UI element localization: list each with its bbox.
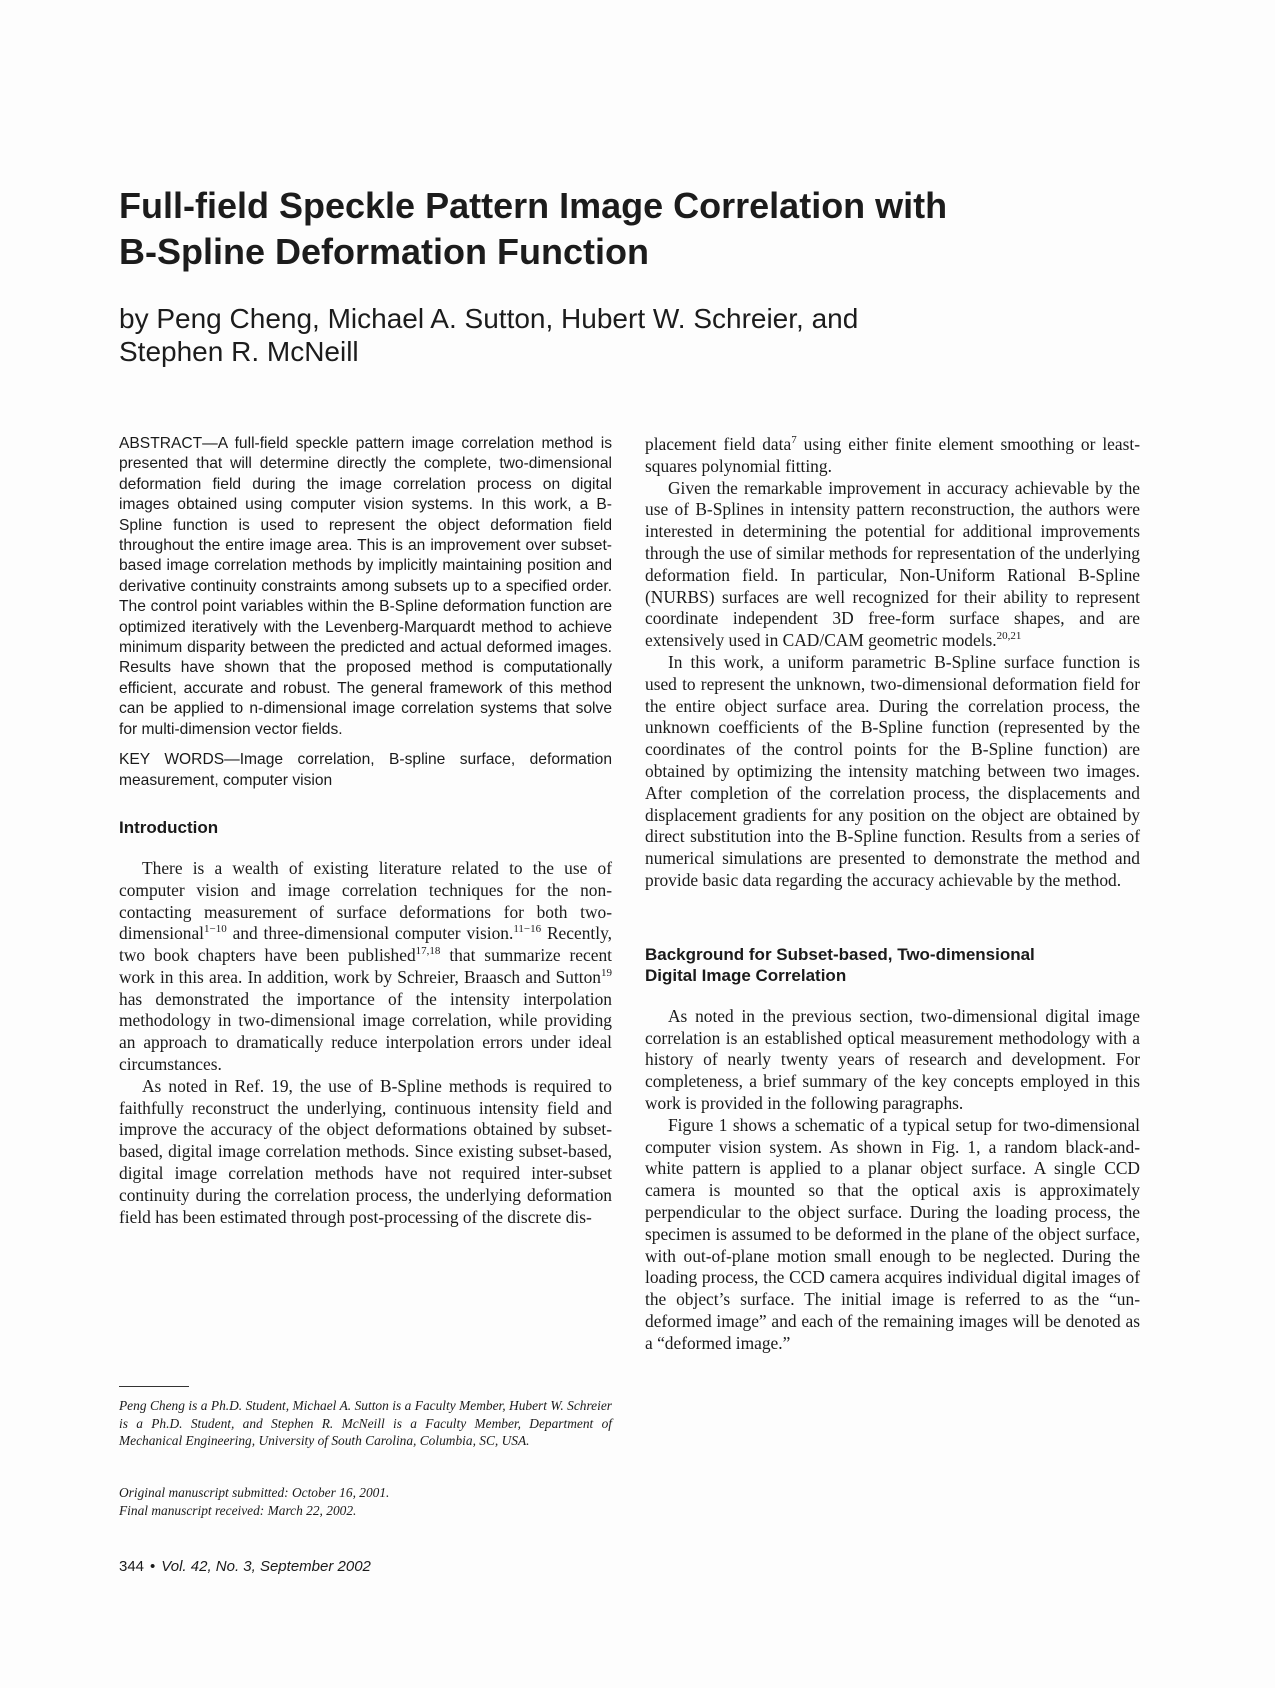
abstract: ABSTRACT—A full-field speckle pattern image correlation method is presented that will determine directly the complete, two-dimensional deformation field during the image correlation process on digital images obtained using computer vision systems. In this work, a B-Spline function is used to represent the object deformation field throughout the entire image area. This is an improvement over subset-based image correlation methods by implicitly maintaining position and derivative continuity constraints among subsets up to a specified order. The control point variables within the B-Spline deformation function are optimized iteratively with the Levenberg-Marquardt method to achieve minimum disparity between the predicted and actual deformed images. Results have shown that the proposed method is computationally efficient, accurate and robust. The general framework of this method can be applied to n-dimensional image correlation systems that solve for multi-dimension vector fields.: [119, 435, 612, 738]
citation-superscript: 17,18: [415, 945, 441, 958]
background-paragraph-2: Figure 1 shows a schematic of a typical setup for two-dimensional computer vision system. As shown in Fig. 1, a random black-and-white pattern is applied to a planar object surface. A single CCD camera is mounted so that the optical axis is approximately perpendicular to the object surface. During the loading process, the specimen is assumed to be deformed in the plane of the object surface, with out-of-plane motion small enough to be neglected. During the loading process, the CCD camera acquires individual digital images of the object’s surface. The initial image is referred to as the “un-deformed image” and each of the remaining images will be denoted as a “deformed image.”: [645, 1114, 1140, 1353]
right-p2-text-a: Given the remarkable improvement in accuracy achievable by the use of B-Splines in intensity pattern reconstruction, the authors were interested in determining the potential for additional improvements through the use of similar methods for representation of the underlying deformation field. In particular, Non-Uniform Rational B-Spline (NURBS) surfaces are well recognized for their ability to represent coordinate independent 3D free-form surface shapes, and are extensively used in CAD/CAM geometric models.: [645, 477, 1140, 651]
footnote-rule: [119, 1386, 189, 1387]
intro-p1-text-e: has demonstrated the importance of the intensity interpolation methodology in two-dimensional image correlation, while providing an approach to dramatically reduce interpolation errors under ideal circumstances.: [119, 988, 612, 1075]
page-number: 344: [119, 1558, 145, 1575]
footnote-received: Final manuscript received: March 22, 2002.: [119, 1502, 357, 1518]
author-byline: [119, 302, 1099, 368]
right-paragraph-1: [645, 434, 1140, 478]
footnote-affiliation: Peng Cheng is a Ph.D. Student, Michael A. Sutton is a Faculty Member, Hubert W. Schreier is a Ph.D. Student, and Stephen R. McNeill is a Faculty Member, Department of Mechanical Engineering, University of South Carolina, Columbia, SC, USA.: [119, 1398, 612, 1449]
page-footer: [119, 1558, 371, 1576]
right-paragraph-2: [645, 478, 1140, 652]
author-line-1: by Peng Cheng, Michael A. Sutton, Hubert W. Schreier, and: [119, 303, 859, 334]
title-line-1: Full-field Speckle Pattern Image Correlation with: [119, 185, 948, 226]
background-paragraph-1: As noted in the previous section, two-dimensional digital image correlation is an established optical measurement methodology with a history of nearly twenty years of research and development. For completeness, a brief summary of the key concepts employed in this work is provided in the following paragraphs.: [645, 1005, 1140, 1113]
author-line-2: Stephen R. McNeill: [119, 336, 359, 367]
intro-p1-text-d: that summarize recent work in this area. In addition, work by Schreier, Braasch and Sutton: [119, 945, 612, 987]
intro-paragraph-2: As noted in Ref. 19, the use of B-Spline methods is required to faithfully reconstruct the underlying, continuous intensity field and improve the accuracy of the object deformations obtained by subset-based, digital image correlation methods. Since existing subset-based, digital image correlation methods have not required inter-subset continuity during the correlation process, the underlying deformation field has been estimated through post-processing of the discrete dis-: [119, 1075, 612, 1227]
right-p1-text-a: placement field data: [645, 434, 792, 454]
section-heading-background: [645, 944, 1140, 986]
right-paragraph-3: In this work, a uniform parametric B-Spline surface function is used to represent the unknown, two-dimensional deformation field for the entire object surface area. During the correlation process, the unknown coefficients of the B-Spline function (represented by the coordinates of the control points for the B-Spline function) are obtained by optimizing the intensity matching between two images. After completion of the correlation process, the displacements and displacement gradients for any position on the object are obtained by direct substitution into the B-Spline function. Results from a series of numerical simulations are presented to demonstrate the method and provide basic data regarding the accuracy achievable by the method.: [645, 651, 1140, 890]
background-heading-line-2: Digital Image Correlation: [645, 965, 847, 985]
keywords: KEY WORDS—Image correlation, B-spline surface, deformation measurement, computer vision: [119, 751, 612, 789]
intro-p1-text-a: There is a wealth of existing literature related to the use of computer vision and image correlation techniques for the non-contacting measurement of surface deformations for both two-dimensional: [119, 857, 612, 944]
intro-p1-text-c: Recently, two book chapters have been published: [119, 923, 612, 966]
left-column: [119, 434, 612, 1228]
citation-superscript: 20,21: [996, 630, 1022, 643]
footnote-manuscript-dates: [119, 1484, 612, 1519]
citation-superscript: 7: [791, 434, 797, 446]
journal-issue: Vol. 42, No. 3, September 2002: [161, 1558, 371, 1575]
intro-p1-text-b: and three-dimensional computer vision.: [226, 923, 514, 944]
citation-superscript: 11−16: [513, 923, 542, 936]
citation-superscript: 19: [601, 966, 612, 979]
citation-superscript: 1−10: [204, 923, 227, 936]
right-p1-text-b: using either finite element smoothing or least-squares polynomial fitting.: [645, 434, 1140, 476]
title-line-2: B-Spline Deformation Function: [119, 231, 649, 272]
paper-title: [119, 183, 1099, 275]
bullet-separator: •: [150, 1558, 156, 1575]
footnote-submitted: Original manuscript submitted: October 16, 2001.: [119, 1485, 390, 1500]
background-heading-line-1: Background for Subset-based, Two-dimensional: [645, 944, 1035, 964]
section-heading-introduction: Introduction: [119, 817, 219, 837]
right-column: [645, 434, 1140, 1354]
intro-paragraph-1: [119, 858, 612, 1076]
